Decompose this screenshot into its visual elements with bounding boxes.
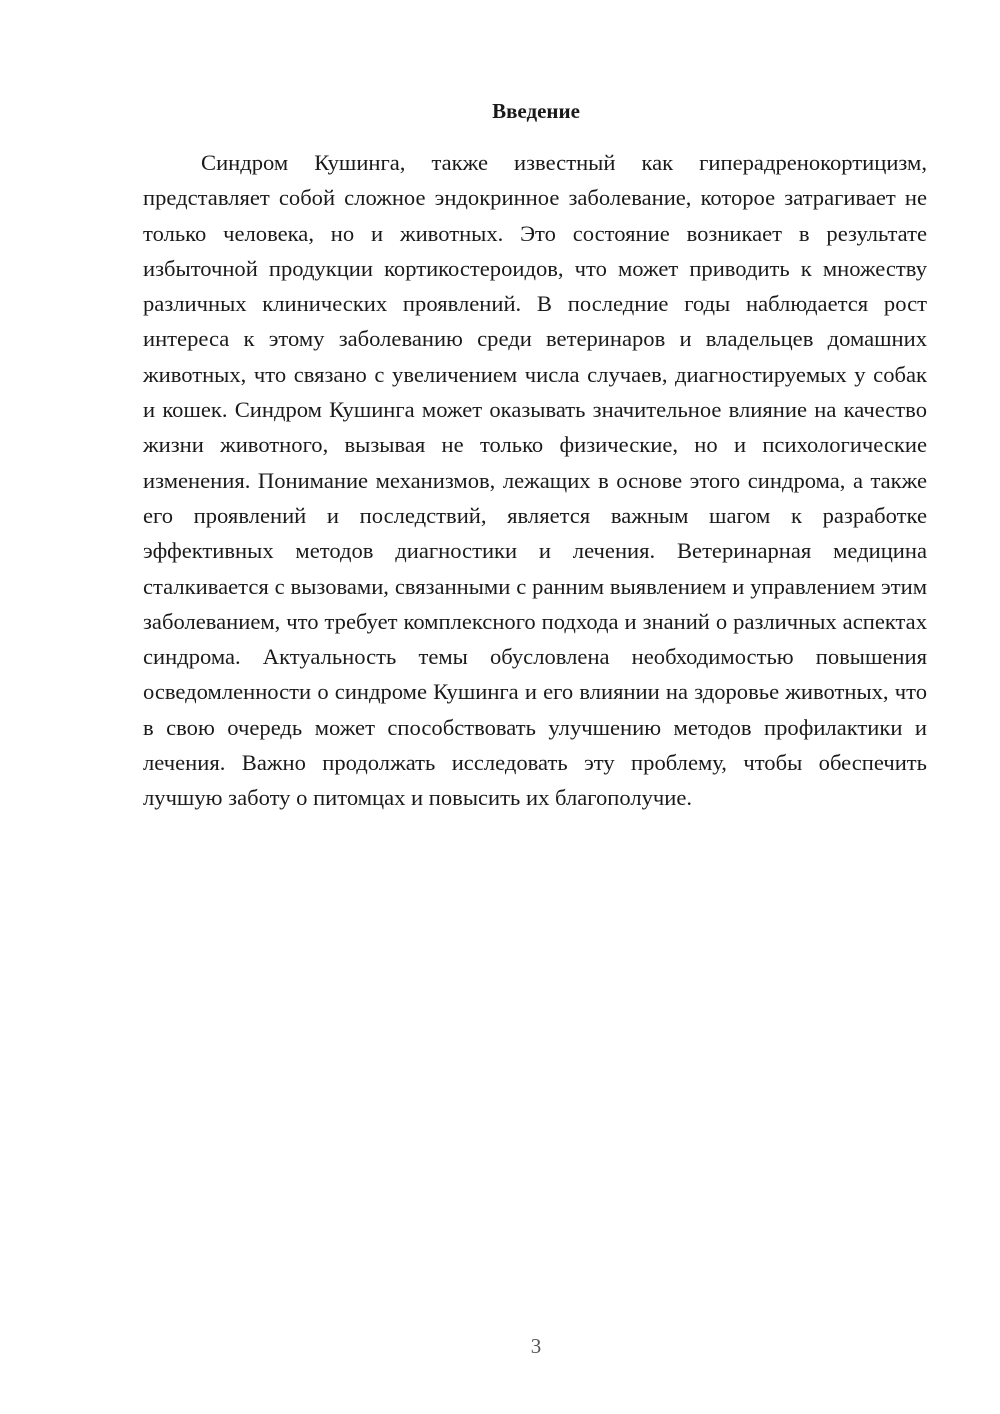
section-heading: Введение (492, 99, 580, 123)
page-number: 3 (530, 1334, 542, 1358)
body-paragraph: Синдром Кушинга, также известный как гиперадренокортицизм, представляет собой сложное эндокринное заболевание, которое затрагивает не только человека, но и животных. Это состояние возникает в результате избыточной продукции кортикостероидов, что может приводить к множеству различных клинических проявлений. В последние годы наблюдается рост интереса к этому заболеванию среди ветеринаров и владельцев домашних животных, что связано с увеличением числа случаев, диагностируемых у собак и кошек. Синдром Кушинга может оказывать значительное влияние на качество жизни животного, вызывая не только физические, но и психологические изменения. Понимание механизмов, лежащих в основе этого синдрома, а также его проявлений и последствий, является важным шагом к разработке эффективных методов диагностики и лечения. Ветеринарная медицина сталкивается с вызовами, связанными с ранним выявлением и управлением этим заболеванием, что требует комплексного подхода и знаний о различных аспектах синдрома. Актуальность темы обусловлена необходимостью повышения осведомленности о синдроме Кушинга и его влиянии на здоровье животных, что в свою очередь может способствовать улучшению методов профилактики и лечения. Важно продолжать исследовать эту проблему, чтобы обеспечить лучшую заботу о питомцах и повысить их благополучие. (143, 150, 927, 811)
